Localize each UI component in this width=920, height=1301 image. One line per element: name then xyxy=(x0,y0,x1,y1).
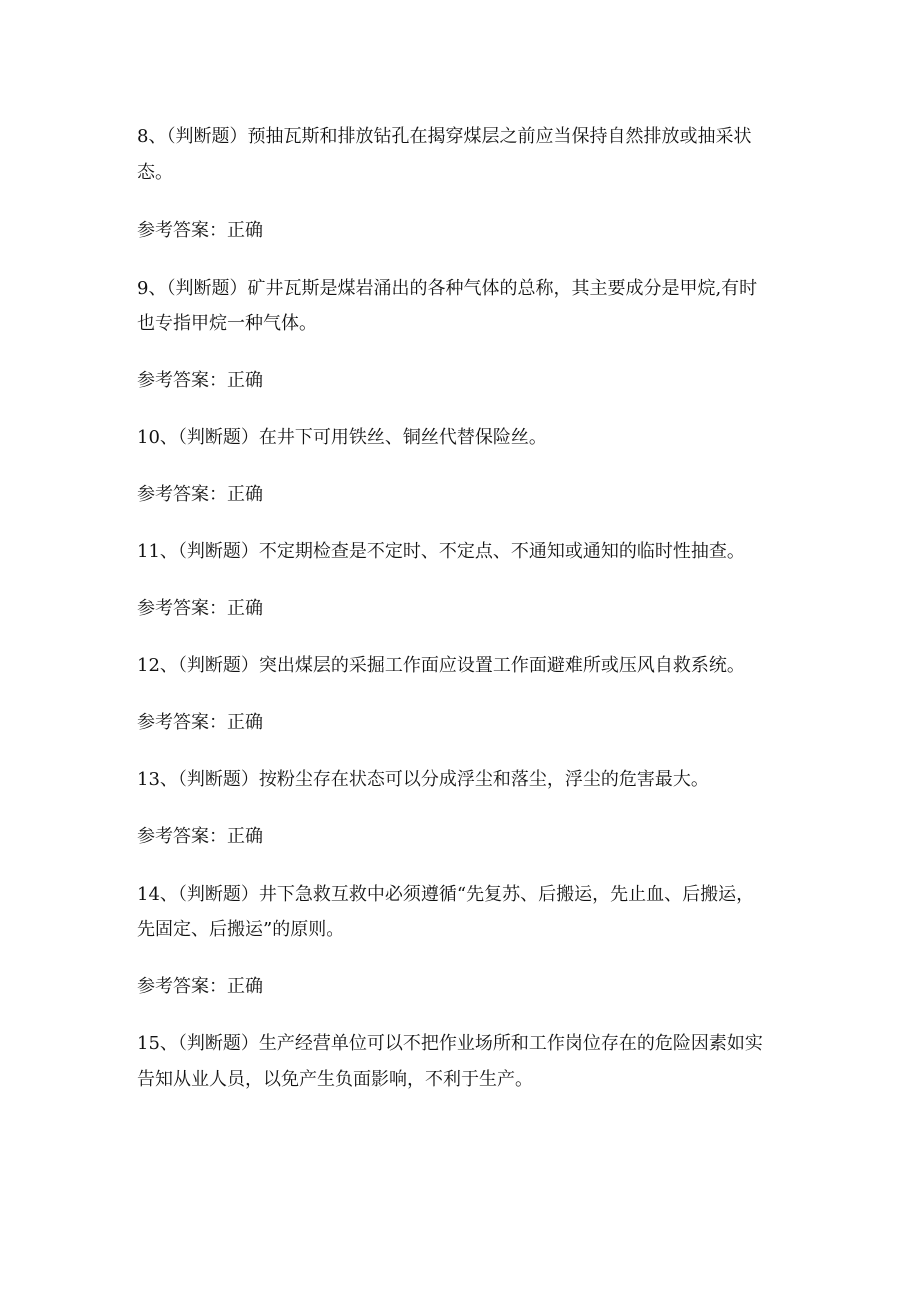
question-9-answer: 参考答案：正确 xyxy=(137,370,263,391)
question-8-text-line-2: 态。 xyxy=(137,162,173,183)
question-11-text: 11、（判断题）不定期检查是不定时、不定点、不通知或通知的临时性抽查。 xyxy=(137,541,745,562)
question-9-text-line-2: 也专指甲烷一种气体。 xyxy=(137,313,317,334)
question-9-text-line-1: 9、（判断题）矿井瓦斯是煤岩涌出的各种气体的总称，其主要成分是甲烷,有时 xyxy=(137,278,758,299)
question-14-text-line-2: 先固定、后搬运”的原则。 xyxy=(137,919,345,940)
question-12-text: 12、（判断题）突出煤层的采掘工作面应设置工作面避难所或压风自救系统。 xyxy=(137,655,745,676)
question-10-answer: 参考答案：正确 xyxy=(137,484,263,505)
question-15-text-line-2: 告知从业人员，以免产生负面影响，不利于生产。 xyxy=(137,1069,533,1090)
question-13-answer: 参考答案：正确 xyxy=(137,826,263,847)
question-12-answer: 参考答案：正确 xyxy=(137,712,263,733)
question-8-text-line-1: 8、（判断题）预抽瓦斯和排放钻孔在揭穿煤层之前应当保持自然排放或抽采状 xyxy=(137,126,752,147)
question-14-text-line-1: 14、（判断题）井下急救互救中必须遵循“先复苏、后搬运，先止血、后搬运， xyxy=(137,884,755,905)
question-10-text: 10、（判断题）在井下可用铁丝、铜丝代替保险丝。 xyxy=(137,427,547,448)
question-14-answer: 参考答案：正确 xyxy=(137,976,263,997)
question-15-text-line-1: 15、（判断题）生产经营单位可以不把作业场所和工作岗位存在的危险因素如实 xyxy=(137,1033,763,1054)
question-11-answer: 参考答案：正确 xyxy=(137,598,263,619)
question-13-text: 13、（判断题）按粉尘存在状态可以分成浮尘和落尘，浮尘的危害最大。 xyxy=(137,769,709,790)
question-8-answer: 参考答案：正确 xyxy=(137,220,263,241)
